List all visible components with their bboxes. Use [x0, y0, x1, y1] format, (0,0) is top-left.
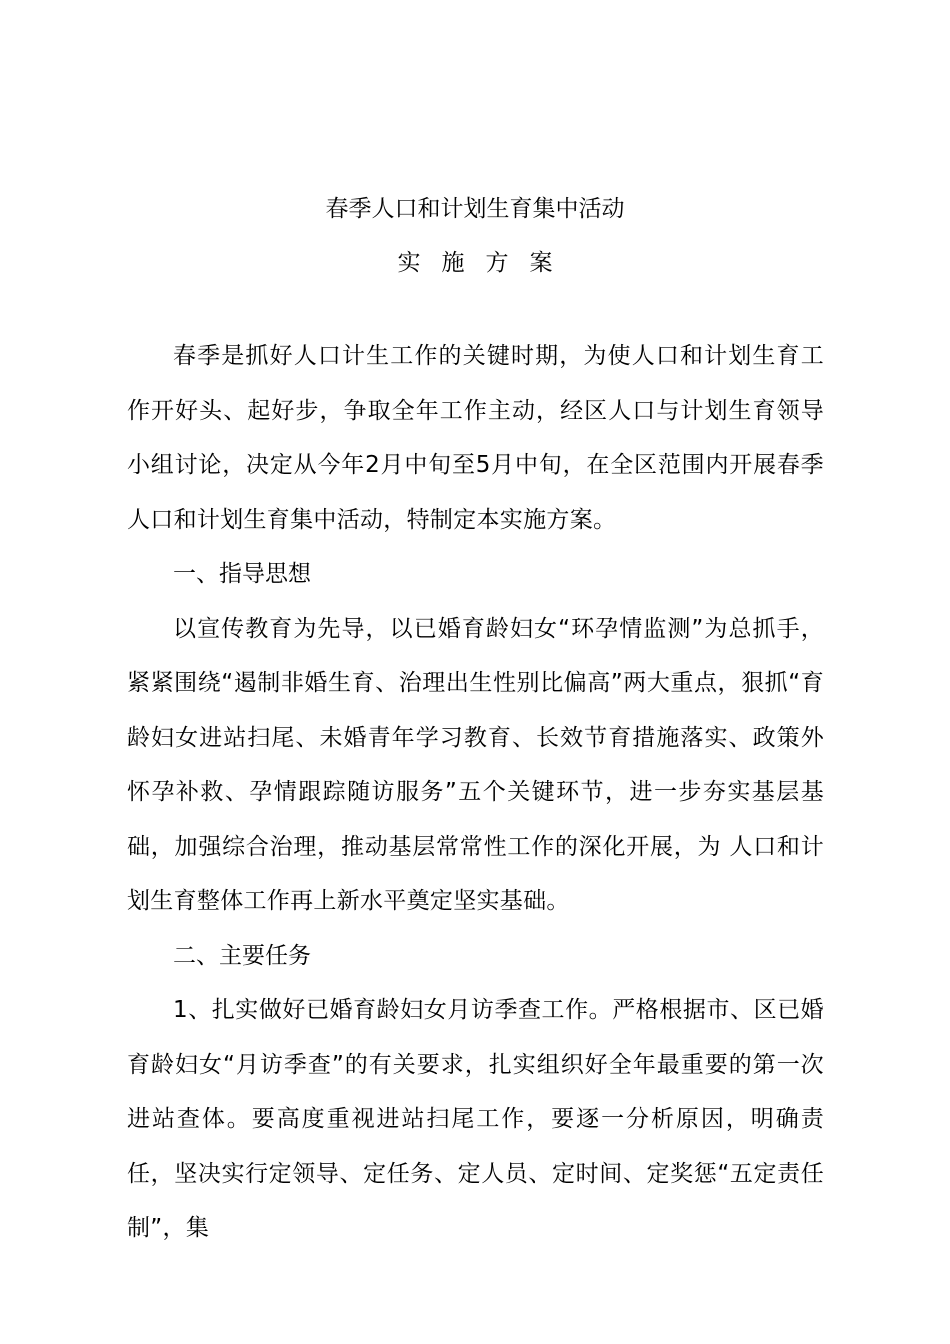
- guiding-ideology-paragraph: 以宣传教育为先导，以已婚育龄妇女“环孕情监测”为总抓手，紧紧围绕“遏制非婚生育、治理出生性别比偏高”两大重点，狠抓“育龄妇女进站扫尾、未婚青年学习教育、长效节育措施落实、政策外怀孕补救、孕情跟踪随访服务”五个关键环节，进一步夯实基层基础，加强综合治理，推动基层常常性工作的深化开展，为 人口和计划生育整体工作再上新水平奠定坚实基础。: [127, 615, 824, 914]
- section-heading-main-tasks: 二、主要任务: [173, 942, 311, 969]
- document-body: [127, 329, 824, 1256]
- intro-paragraph: 春季是抓好人口计生工作的关键时期，为使人口和计划生育工作开好头、起好步，争取全年工作主动，经区人口与计划生育领导小组讨论，决定从今年2月中旬至5月中旬，在全区范围内开展春季人口和计划生育集中活动，特制定本实施方案。: [127, 343, 824, 533]
- document-title: 春季人口和计划生育集中活动: [325, 196, 625, 222]
- section-heading-guiding-ideology: 一、指导思想: [173, 561, 311, 587]
- document-subtitle: 实施方案: [397, 250, 574, 276]
- main-task-item-1: 1、扎实做好已婚育龄妇女月访季查工作。严格根据市、区已婚育龄妇女“月访季查”的有关要求，扎实组织好全年最重要的第一次进站查体。要高度重视进站扫尾工作，要逐一分析原因，明确责任，坚决实行定领导、定任务、定人员、定时间、定奖惩“五定责任制”，集: [127, 997, 824, 1241]
